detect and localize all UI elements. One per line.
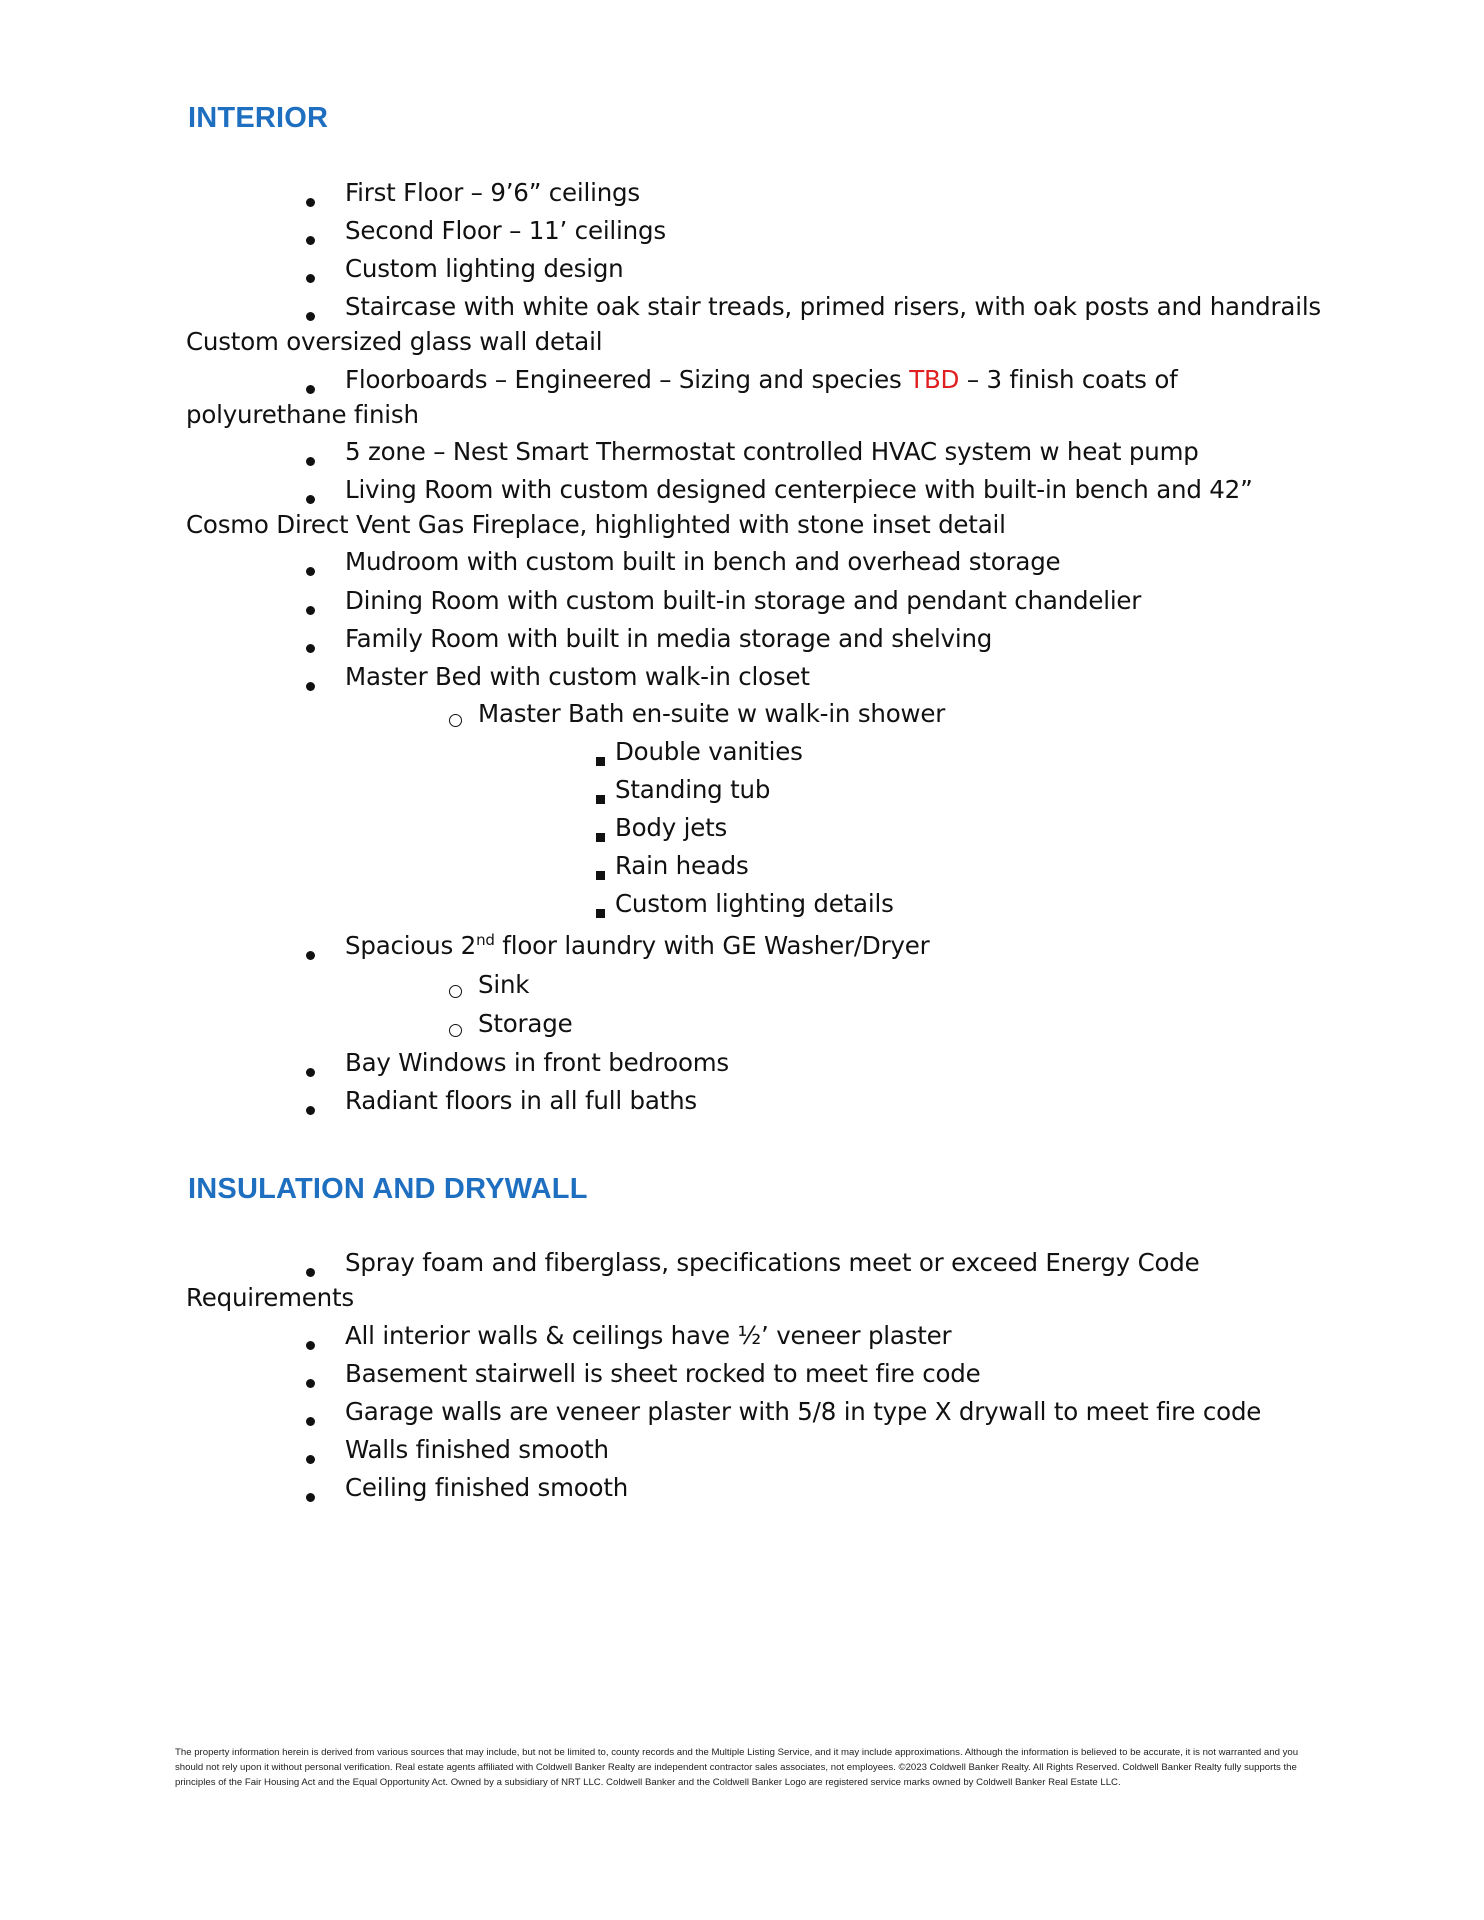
list-item: 5 zone – Nest Smart Thermostat controlled HVAC system w heat pump <box>345 437 1199 466</box>
list-item: Double vanities <box>615 737 803 766</box>
bullet-icon <box>306 1445 315 1470</box>
bullet-icon <box>306 557 315 582</box>
list-item: Family Room with built in media storage and shelving <box>345 624 993 653</box>
list-item-text: Floorboards – Engineered – Sizing and species <box>345 365 910 394</box>
list-item: First Floor – 9’6” ceilings <box>345 178 640 207</box>
bullet-icon <box>306 447 315 472</box>
bullet-icon <box>306 1483 315 1508</box>
bullet-icon <box>306 485 315 510</box>
list-item: All interior walls & ceilings have ½’ veneer plaster <box>345 1321 952 1350</box>
bullet-icon <box>306 375 315 400</box>
list-item-text: – 3 finish coats of <box>959 365 1178 394</box>
list-item: Standing tub <box>615 775 771 804</box>
square-bullet-icon <box>596 823 605 848</box>
bullet-icon <box>306 302 315 327</box>
list-item: Staircase with white oak stair treads, primed risers, with oak posts and handrails <box>345 292 1321 321</box>
list-item: Second Floor – 11’ ceilings <box>345 216 666 245</box>
list-item: Custom lighting design <box>345 254 624 283</box>
list-item: Body jets <box>615 813 728 842</box>
list-item-continuation: polyurethane finish <box>186 400 419 429</box>
bullet-icon <box>306 188 315 213</box>
list-item: Basement stairwell is sheet rocked to meet fire code <box>345 1359 981 1388</box>
list-item: Master Bed with custom walk-in closet <box>345 662 810 691</box>
bullet-icon <box>306 1258 315 1283</box>
circle-bullet-icon <box>449 708 462 733</box>
bullet-icon <box>306 1331 315 1356</box>
square-bullet-icon <box>596 747 605 772</box>
superscript: nd <box>476 930 495 949</box>
list-item-text: floor laundry with GE Washer/Dryer <box>494 931 930 960</box>
list-item: Bay Windows in front bedrooms <box>345 1048 729 1077</box>
bullet-icon <box>306 941 315 966</box>
list-item: Spray foam and fiberglass, specifications meet or exceed Energy Code <box>345 1248 1200 1277</box>
section-heading-interior: INTERIOR <box>188 102 329 134</box>
list-item: Garage walls are veneer plaster with 5/8 in type X drywall to meet fire code <box>345 1397 1262 1426</box>
bullet-icon <box>306 1058 315 1083</box>
list-item: Mudroom with custom built in bench and overhead storage <box>345 547 1061 576</box>
list-item: Sink <box>478 970 530 999</box>
list-item <box>345 365 1178 395</box>
square-bullet-icon <box>596 785 605 810</box>
list-item: Dining Room with custom built-in storage and pendant chandelier <box>345 586 1142 615</box>
bullet-icon <box>306 1096 315 1121</box>
tbd-highlight: TBD <box>909 365 960 394</box>
list-item: Walls finished smooth <box>345 1435 609 1464</box>
list-item: Radiant floors in all full baths <box>345 1086 697 1115</box>
circle-bullet-icon <box>449 979 462 1004</box>
list-item: Master Bath en-suite w walk-in shower <box>478 699 946 728</box>
list-item: Rain heads <box>615 851 749 880</box>
list-item: Living Room with custom designed centerpiece with built-in bench and 42” <box>345 475 1253 504</box>
list-item: Custom lighting details <box>615 889 894 918</box>
list-item-continuation: Requirements <box>186 1283 354 1312</box>
square-bullet-icon <box>596 861 605 886</box>
section-heading-insulation: INSULATION AND DRYWALL <box>188 1173 588 1205</box>
bullet-icon <box>306 226 315 251</box>
bullet-icon <box>306 264 315 289</box>
square-bullet-icon <box>596 899 605 924</box>
footer-disclaimer: The property information herein is derived from various sources that may include, but not be limited to, county records and the Multiple Listing Service, and it may include approximations. Although the information is believed to be accurate, it is not warranted and you should not rely upon it without personal verification. Real estate agents affiliated with Coldwell Banker Realty are independent contractor sales associates, not employees. ©2023 Coldwell Banker Realty. All Rights Reserved. Coldwell Banker Realty fully supports the principles of the Fair Housing Act and the Equal Opportunity Act. Owned by a subsidiary of NRT LLC. Coldwell Banker and the Coldwell Banker Logo are registered service marks owned by Coldwell Banker Real Estate LLC. <box>175 1747 1299 1788</box>
bullet-icon <box>306 1369 315 1394</box>
list-item-continuation: Cosmo Direct Vent Gas Fireplace, highlighted with stone inset detail <box>186 510 1006 539</box>
bullet-icon <box>306 672 315 697</box>
circle-bullet-icon <box>449 1018 462 1043</box>
list-item-text: Spacious 2 <box>345 931 477 960</box>
bullet-icon <box>306 596 315 621</box>
bullet-icon <box>306 634 315 659</box>
list-item: Storage <box>478 1009 573 1038</box>
list-item-continuation: Custom oversized glass wall detail <box>186 327 603 356</box>
bullet-icon <box>306 1407 315 1432</box>
list-item <box>345 931 930 961</box>
list-item: Ceiling finished smooth <box>345 1473 629 1502</box>
